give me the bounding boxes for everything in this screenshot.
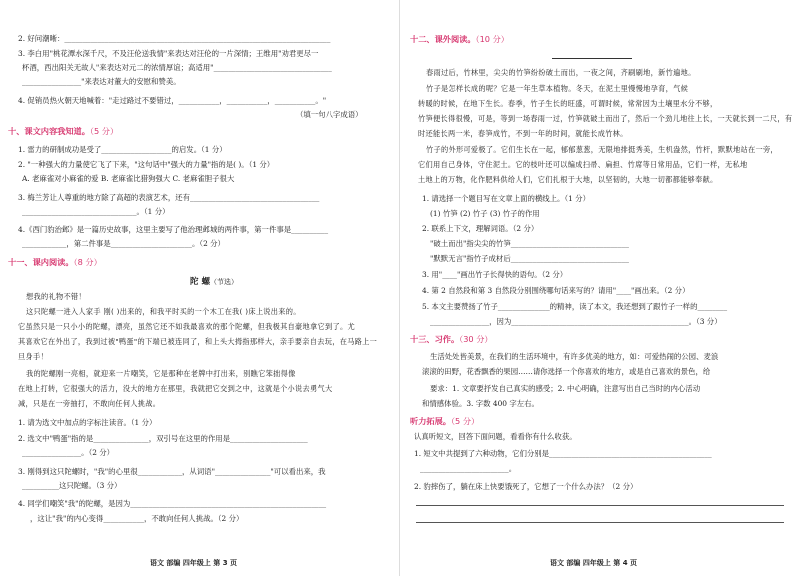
passage-line-6: 我的陀螺刚一亮相，就迎来一片嘲笑，它是那种在老牌中打出来，别瞧它笨拙得像 [26,369,296,378]
q11-item-2-cont: ________________。（2 分） [22,448,115,457]
listening-points: （5 分） [450,416,480,426]
q12-item-5-cont: ________________，因为________________________________________________。（3 分） [430,317,722,326]
essay-line-2: 滚滚的田野，花香飘香的果园……请你选择一个你喜欢的地方，或是自己喜欢的景色，给 [422,367,711,376]
q10-item-1: 1. 雷力的研制成功是受了___________________的启发。（1 分） [18,145,227,154]
passage-line-1: 想我的礼物不错！ [26,292,86,301]
q12-item-3: 3. 用"____"画出竹子长得快的语句。（2 分） [422,270,568,279]
q12-item-1-options: (1) 竹笋 (2) 竹子 (3) 竹子的作用 [430,209,540,218]
r-passage-line-3: 转暖的时候，在地下生长。春季，竹子生长的旺盛，可谓时候，常常因为土壤里水分不够， [418,99,718,108]
section-11-points: （8 分） [73,257,102,267]
q9-item-3-cont: 杯酒，西出阳关无故人"来表达对元二的浓情厚谊；高适用"________________________________ [22,63,332,72]
r-passage-line-4: 竹笋便长得很慢，可是，等到一场春雨一过，竹笋就破土而出了，然后一个劲儿地往上长，一天就长到一二尺，有 [418,114,793,123]
listening-item-1-cont: ________________________。 [420,464,517,473]
q10-item-4-cont: ____________，第二件事是______________________。（2 分） [22,239,225,248]
passage-line-3: 它虽然只是一只小小的陀螺，漂亮，虽然它还不如我最喜欢的那个陀螺，但我极其自豪地拿它到了。尤 [18,322,355,331]
listening-title: 听力拓展。 [410,416,451,426]
q9-item-4: 4. 促销员热火朝天地喊着："走过路过不要错过，___________，___________，___________。" [18,96,327,105]
right-page [400,0,800,576]
q12-item-1: 1. 请选择一个题目写在文章上面的横线上。（1 分） [422,194,590,203]
listening-item-2: 2. 豹摔伤了，躺在床上快要饿死了，它想了一个什么办法？（2 分） [414,482,638,491]
q9-item-3-end: ________________"来表达对董大的安慰和赞美。 [22,77,181,86]
essay-requirement-1: 要求：1. 文章要抒发自己真实的感受；2. 中心明确，注意写出自己当时的内心活动 [430,384,701,393]
essay-requirement-2: 和情感体验。3. 字数 400 字左右。 [422,399,539,408]
passage-line-5: 旦身手！ [18,352,48,361]
q9-item-3: 3. 李白用"桃花潭水深千尺，不及汪伦送我情"来表达对汪伦的一片深情；王维用"劝君更尽一 [18,49,319,58]
section-13-points: （30 分） [459,334,493,344]
section-12-points: （10 分） [475,34,509,44]
title-blank-line [552,58,632,59]
q12-item-2-b: "默默无言"指竹子成材后________________________________ [430,254,629,263]
q12-item-2: 2. 联系上下文，理解词语。（2 分） [422,224,539,233]
q11-item-3: 3. 刚得到这只陀螺时，"我"的心里很____________，从词语"_______________"可以看出来，我 [18,467,326,476]
section-10-title: 十、课文内容我知道。 [8,126,90,136]
passage-title-text: 陀 螺 [190,277,210,287]
section-13-heading [410,334,493,345]
answer-line-2 [416,522,784,523]
q11-item-2: 2. 选文中"鸭蛋"指的是_______________，双引号在这里的作用是_____________________ [18,434,308,443]
section-10-points: （5 分） [89,126,119,136]
q10-item-2-options: A. 老麻雀对小麻雀的爱 B. 老麻雀比猎狗强大 C. 老麻雀胆子很大 [22,174,235,183]
r-passage-line-5: 时还能长两一米，春笋成竹，不到一年的时间，就能长成竹林。 [418,129,628,138]
q10-item-3: 3. 梅兰芳让人尊重的地方除了高超的表演艺术，还有___________________________________ [18,193,320,202]
r-passage-line-8: 土地上的万物，化作肥料供给人们，它们扎根于大地，以坚韧的，大地一切都都能够奉献。 [418,175,718,184]
q9-item-2: 2. 好问潮晰：________________________________________________________________________ [18,34,331,43]
section-13-title: 十三、习作。 [410,334,460,344]
section-10-heading [8,126,118,137]
listening-heading [410,416,479,427]
q11-item-4-cont: ，这让"我"的内心变得___________，不敢向任何人挑战。（2 分） [30,514,244,523]
q9-item-4-note: （填一句八字成语） [296,110,363,119]
q12-item-4: 4. 第 2 自然段和第 3 自然段分别围绕哪句话来写的？请用"____"画出来。（2 分） [422,286,690,295]
answer-line-1 [416,505,784,506]
listening-item-1: 1. 短文中共提到了六种动物，它们分别是____________________________________________ [414,449,712,458]
q11-item-4: 4. 同学们嘲笑"我"的陀螺，是因为_____________________________________________________ [18,499,327,508]
passage-line-4: 其喜欢它在外出了，我到过被"鸭蛋"的下端已被连同了，和上头大拇指那样大，亲手要亲自去玩，在马路上一 [18,337,378,346]
q10-item-3-cont: _______________________________。（1 分） [22,207,170,216]
r-passage-line-2: 竹子是怎样长成的呢？它是一年生草本植物。冬天，在泥土里慢慢地孕育，气候 [426,84,689,93]
passage-title-note: （节选） [209,278,238,286]
q12-item-2-a: "破土而出"指尖尖的竹笋________________________________ [430,239,629,248]
section-11-title: 十一、课内阅读。 [8,257,74,267]
essay-line-1: 生活处处皆美景，在我们的生活环境中，有许多优美的地方，如：可爱热闹的公园、麦浪 [430,352,719,361]
q12-item-5: 5. 本文主要赞扬了竹子______________的精神，读了本文，我还想到了跟竹子一样的________ [422,302,728,311]
passage-line-7: 在地上打转，它很强大的活力，没大的地方在那里，我就把它交到之中，这就是个小说去勇气大 [18,384,333,393]
section-12-heading [410,34,509,45]
section-11-heading [8,257,102,268]
q10-item-2: 2. "一种强大的力量使它飞了下来，"这句话中"强大的力量"指的是( )。（1 分） [18,160,275,169]
left-page-footer: 语文 部编 四年级上 第 3 页 [150,559,238,567]
passage-title [190,275,238,287]
r-passage-line-7: 它们用自己身体，守住泥土。它的枝叶还可以编成扫帚、扁担、竹席等日常用品，它们一样，无私地 [418,160,748,169]
q10-item-4: 4.《西门豹治邺》是一篇历史故事，这里主要写了他治理邺城的两件事，第一件事是__________ [18,225,329,234]
passage-line-2: 这只陀螺一进入人家手 刚( )出来的，和我平时买的一个木工在我( )床上说出来的。 [26,307,301,316]
listening-intro: 认真听短文，回答下面问题，看看你有什么收获。 [414,432,577,441]
right-page-footer: 语文 部编 四年级上 第 4 页 [550,559,638,567]
passage-line-8: 减，只是在一旁抽打，不敢向任何人挑战。 [18,399,161,408]
r-passage-line-1: 春雨过后，竹林里，尖尖的竹笋纷纷破土而出，一夜之间，齐刷刷地，新竹遍地。 [426,68,696,77]
q11-item-1: 1. 请为选文中加点的字标注读音。（1 分） [18,418,157,427]
section-12-title: 十二、课外阅读。 [410,34,476,44]
q11-item-3-cont: __________这只陀螺。（3 分） [22,481,122,490]
r-passage-line-6: 竹子的外形可爱极了。它们生长在一起，郁郁葱葱，无限地排挺秀美，生机盎然，竹杆，默默地站在一旁， [426,145,778,154]
